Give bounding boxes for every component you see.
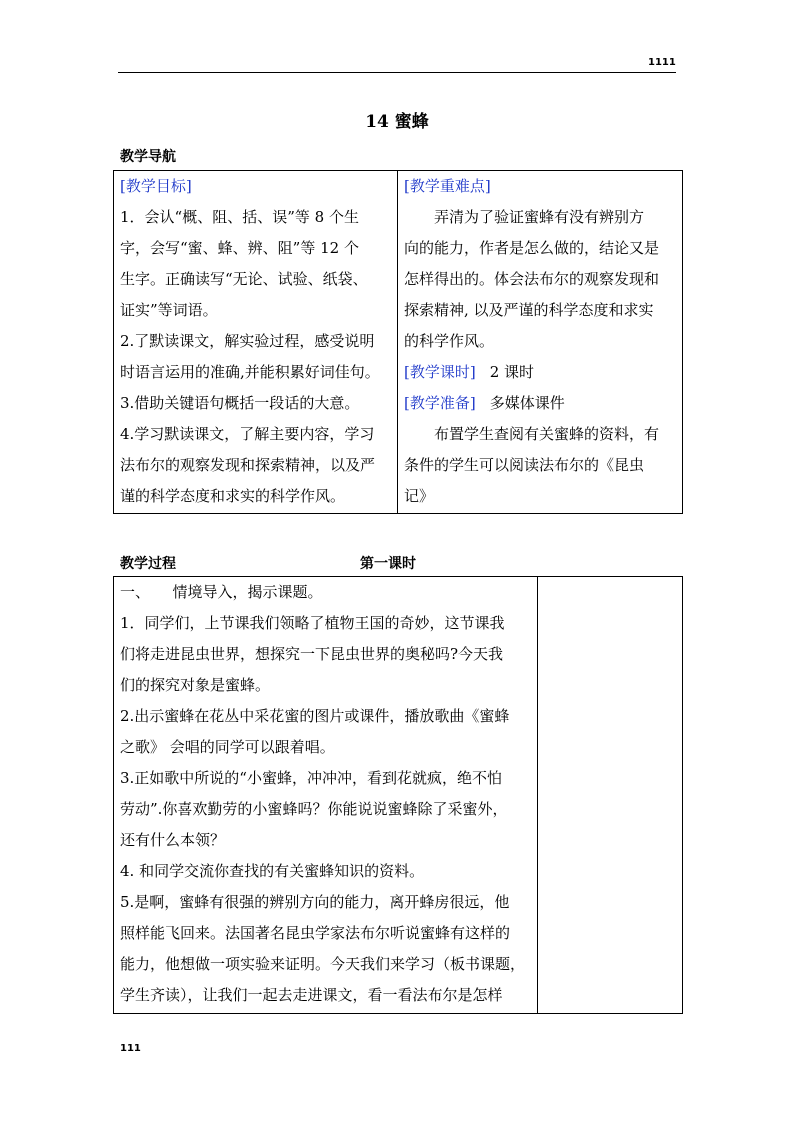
process-notes-cell: [538, 577, 683, 1014]
process-line: 劳动”.你喜欢勤劳的小蜜蜂吗？你能说说蜜蜂除了采蜜外，: [120, 800, 508, 818]
lesson-title: 14 蜜蜂: [365, 112, 429, 132]
goals-heading: [教学目标]: [120, 177, 192, 195]
process-line: 们的探究对象是蜜蜂。: [120, 676, 271, 694]
process-line: 1．同学们，上节课我们领略了植物王国的奇妙，这节课我: [120, 614, 505, 632]
goal-line: 法布尔的观察发现和探索精神，以及严: [120, 456, 376, 474]
process-line: 2.出示蜜蜂在花丛中采花蜜的图片或课件，播放歌曲《蜜蜂: [120, 707, 510, 725]
key-points-cell: [398, 171, 683, 514]
teaching-process-table: [113, 576, 683, 1014]
process-line: 一、 情境导入，揭示课题。: [120, 583, 323, 601]
goal-line: 3.借助关键语句概括一段话的大意。: [120, 394, 360, 412]
process-line: 能力，他想做一项实验来证明。今天我们来学习（板书课题，: [120, 955, 526, 973]
process-section-label: 教学过程: [120, 556, 176, 572]
process-line: 4. 和同学交流你查找的有关蜜蜂知识的资料。: [120, 862, 425, 880]
key-points-line: 怎样得出的。体会法布尔的观察发现和: [404, 270, 660, 288]
goal-line: 生字。正确读写“无论、试验、纸袋、: [120, 270, 368, 288]
goal-line: 字，会写“蜜、蜂、辨、阻”等 12 个: [120, 239, 359, 257]
process-line: 3.正如歌中所说的“小蜜蜂，冲冲冲，看到花就疯，绝不怕: [120, 769, 502, 787]
prep-note-line: 布置学生查阅有关蜜蜂的资料，有: [434, 425, 660, 443]
goal-line: 谨的科学态度和求实的科学作风。: [120, 487, 346, 505]
goal-line: 证实”等词语。: [120, 301, 218, 319]
process-line: 还有什么本领？: [120, 831, 226, 849]
goals-cell: [114, 171, 398, 514]
teaching-nav-table: [113, 170, 683, 514]
process-line: 之歌》 会唱的同学可以跟着唱。: [120, 738, 335, 756]
key-points-heading: [教学重难点]: [404, 177, 491, 195]
header-rule: [118, 72, 676, 73]
lesson-period-label: 第一课时: [360, 556, 416, 572]
goal-line: 1．会认“概、阻、括、误”等 8 个生: [120, 208, 359, 226]
hours-row: [404, 357, 676, 388]
prep-value: 多媒体课件: [489, 394, 565, 412]
process-content-cell: [114, 577, 538, 1014]
key-points-line: 的科学作风。: [404, 332, 495, 350]
goal-line: 时语言运用的准确,并能积累好词佳句。: [120, 363, 380, 381]
key-points-line: 探索精神, 以及严谨的科学态度和求实: [404, 301, 654, 319]
prep-row: [404, 388, 676, 419]
goal-line: 2.了默读课文，解实验过程，感受说明: [120, 332, 375, 350]
goal-line: 4.学习默读课文，了解主要内容，学习: [120, 425, 375, 443]
hours-label: [教学课时]: [404, 363, 476, 381]
process-line: 学生齐读），让我们一起去走进课文，看一看法布尔是怎样: [120, 986, 503, 1004]
nav-section-label: 教学导航: [120, 149, 176, 165]
prep-note-line: 记》: [404, 487, 435, 505]
footer-page-code: 111: [120, 1043, 141, 1054]
key-points-line: 弄清为了验证蜜蜂有没有辨别方: [434, 208, 645, 226]
prep-label: [教学准备]: [404, 394, 476, 412]
prep-note-line: 条件的学生可以阅读法布尔的《昆虫: [404, 456, 645, 474]
process-line: 5.是啊，蜜蜂有很强的辨别方向的能力，离开蜂房很远，他: [120, 893, 510, 911]
hours-value: 2 课时: [489, 363, 535, 381]
header-page-code: 1111: [648, 57, 676, 68]
key-points-line: 向的能力，作者是怎么做的，结论又是: [404, 239, 660, 257]
process-line: 照样能飞回来。法国著名昆虫学家法布尔听说蜜蜂有这样的: [120, 924, 511, 942]
process-line: 们将走进昆虫世界，想探究一下昆虫世界的奥秘吗?今天我: [120, 645, 504, 663]
